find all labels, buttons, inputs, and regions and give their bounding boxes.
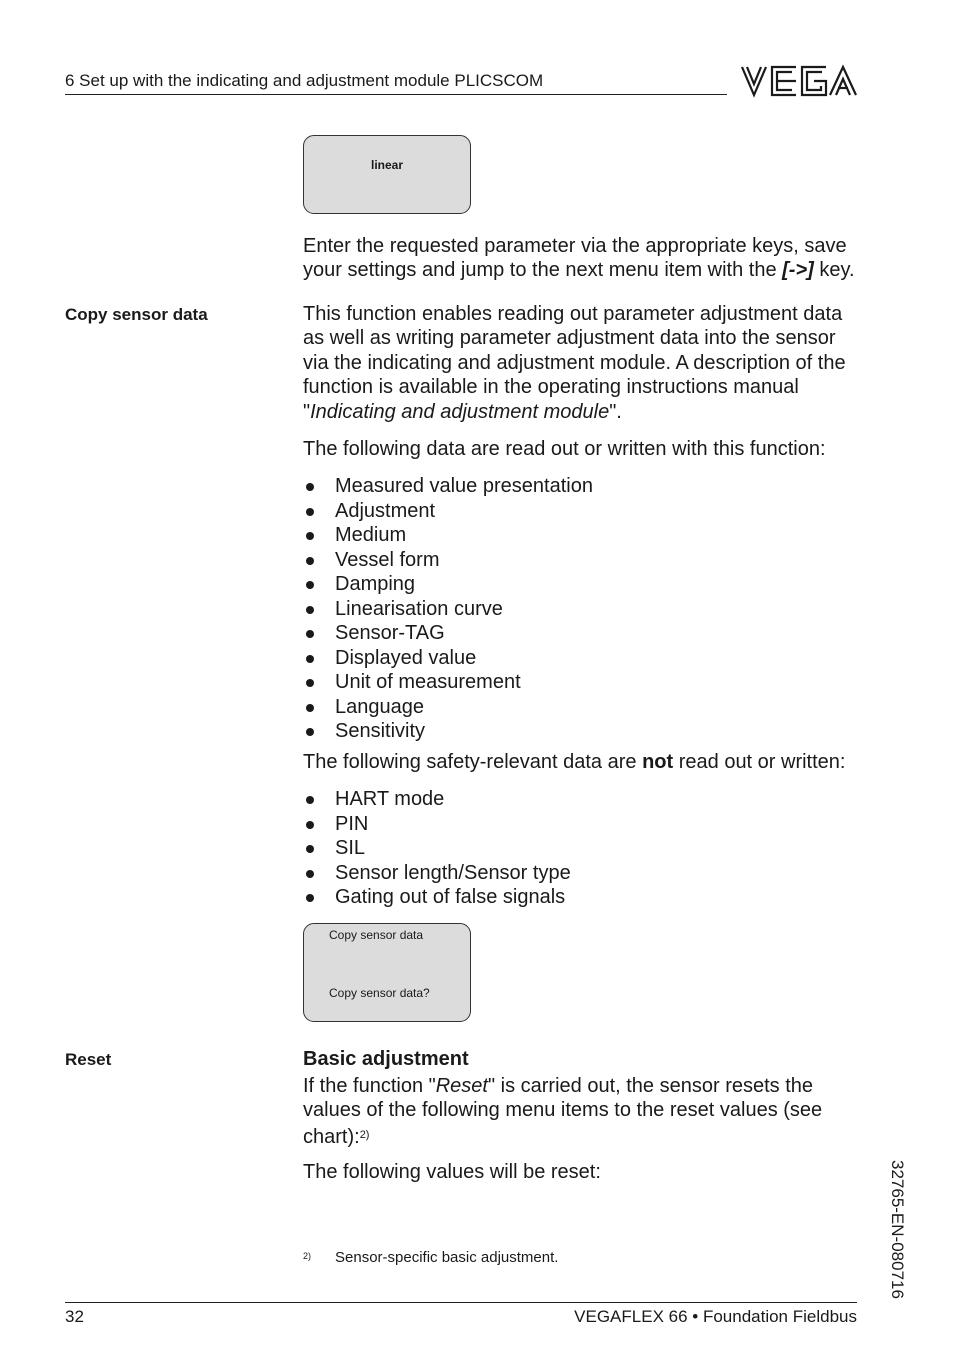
list-item: Sensor-TAG [303, 621, 863, 646]
copy-sensor-description [303, 302, 863, 424]
intro-paragraph [303, 234, 863, 283]
reset-text-end: " is carried out, the sensor resets the values of the following menu items to the reset values (see chart): [303, 1075, 823, 1148]
manual-title: Indicating and adjustment module [310, 400, 610, 423]
list-item: Sensor length/Sensor type [303, 861, 863, 886]
list-item: Sensitivity [303, 719, 863, 744]
basic-adjustment-heading: Basic adjustment [303, 1048, 469, 1070]
reset-description [303, 1074, 863, 1149]
reset-values-intro: The following values will be reset: [303, 1161, 601, 1183]
list-item: Language [303, 695, 863, 720]
list-item: Vessel form [303, 548, 863, 573]
list-item: Gating out of false signals [303, 885, 863, 910]
section-label-copy-sensor-data: Copy sensor data [65, 305, 208, 324]
running-header: 6 Set up with the indicating and adjustment module PLICSCOM [65, 71, 544, 90]
list-item: Unit of measurement [303, 670, 863, 695]
display-line-1: Copy sensor data [329, 928, 424, 942]
intro-text-end: key. [813, 259, 855, 282]
display-line-2: Copy sensor data? [329, 986, 430, 1000]
document-code: 32765-EN-080716 [888, 1160, 907, 1299]
intro-text: Enter the requested parameter via the appropriate keys, save your settings and jump to the next menu item with the [303, 235, 847, 282]
description-text-end: ". [609, 400, 622, 423]
read-items-list [303, 474, 863, 744]
list-item: Adjustment [303, 499, 863, 524]
not-emphasis: not [642, 751, 674, 773]
list-item: SIL [303, 836, 863, 861]
list-item: PIN [303, 812, 863, 837]
list-item: Measured value presentation [303, 474, 863, 499]
list-item: Linearisation curve [303, 597, 863, 622]
list-item: Displayed value [303, 646, 863, 671]
not-intro-text: The following safety-relevant data are [303, 751, 643, 773]
not-intro-text-end: read out or written: [673, 751, 846, 773]
not-read-intro [303, 750, 863, 774]
description-text: This function enables reading out parameter adjustment data as well as writing parameter adjustment data into the sensor via the indicating and adjustment module. A description of the function is available in the operating instructions manual " [303, 303, 846, 423]
footnote-text: Sensor-specific basic adjustment. [335, 1249, 559, 1266]
reset-function-name: Reset [435, 1075, 488, 1097]
footer-rule [65, 1302, 857, 1303]
not-read-items-list [303, 787, 863, 910]
list-item: Medium [303, 523, 863, 548]
footer-product: VEGAFLEX 66 • Foundation Fieldbus [574, 1307, 857, 1326]
page-number: 32 [65, 1307, 84, 1326]
footnote-mark: 2) [303, 1251, 312, 1261]
read-intro: The following data are read out or written with this function: [303, 438, 826, 460]
list-item: Damping [303, 572, 863, 597]
vega-logo [740, 64, 858, 98]
header-rule [65, 94, 727, 95]
list-item: HART mode [303, 787, 863, 812]
section-label-reset: Reset [65, 1050, 112, 1069]
reset-text: If the function " [303, 1075, 436, 1097]
display-linear-text: linear [370, 158, 403, 172]
next-key: [->] [782, 259, 814, 282]
display-copy-sensor-data [303, 923, 471, 1022]
display-linear [303, 135, 471, 214]
footnote-reference[interactable]: 2) [359, 1128, 370, 1141]
